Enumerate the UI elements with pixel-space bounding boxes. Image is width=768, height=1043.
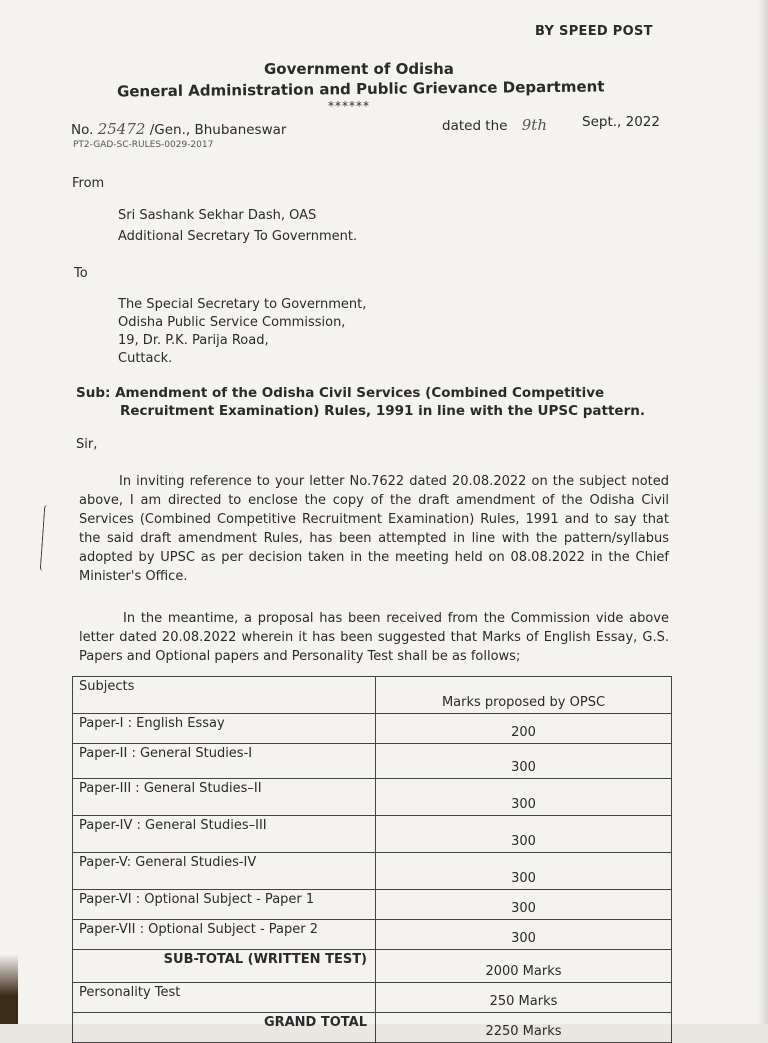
table-row [73, 816, 672, 853]
dated-label: dated the [442, 118, 508, 134]
to-label: To [74, 266, 88, 281]
table-row [73, 779, 672, 816]
grand-total-label: GRAND TOTAL [73, 1013, 376, 1043]
dated-line [442, 116, 547, 134]
post-mode: BY SPEED POST [535, 24, 653, 39]
grand-total-value: 2250 Marks [376, 1013, 672, 1043]
marks-table [72, 676, 672, 1043]
addressee-line: 19, Dr. P.K. Parija Road, [118, 333, 269, 348]
table-row [73, 744, 672, 779]
table-header-row [73, 677, 672, 714]
date-rest: Sept., 2022 [582, 114, 660, 130]
personality-row [73, 983, 672, 1013]
sender-title: Additional Secretary To Government. [118, 229, 358, 244]
subject-line [76, 384, 645, 420]
subtotal-row [73, 950, 672, 983]
subtotal-value: 2000 Marks [376, 950, 672, 983]
marks-cell: 300 [376, 890, 672, 920]
table-row [73, 853, 672, 890]
marks-cell: 200 [376, 714, 672, 744]
reference-number [71, 120, 286, 138]
department-heading: General Administration and Public Grievance Department [116, 77, 605, 101]
subtotal-label: SUB-TOTAL (WRITTEN TEST) [73, 950, 376, 983]
sender-name: Sri Sashank Sekhar Dash, OAS [118, 208, 317, 223]
subject-line-1: Sub: Amendment of the Odisha Civil Services (Combined Competitive [76, 385, 605, 401]
paragraph-1: In inviting reference to your letter No.7622 dated 20.08.2022 on the subject noted above, I am directed to enclose the copy of the draft amendment of the Odisha Civil Services (Combined Competitive Recruitment Examination) Rules, 1991 and to say that the said draft amendment Rules, has been attempted in line with the pattern/syllabus adopted by UPSC as per decision taken in the meeting held on 08.08.2022 in the Chief Minister's Office. [79, 474, 669, 584]
subject-cell: Paper-II : General Studies-I [73, 744, 376, 779]
subject-cell: Paper-V: General Studies-IV [73, 853, 376, 890]
marks-cell: 300 [376, 816, 672, 853]
addressee-line: The Special Secretary to Government, [118, 297, 367, 312]
marks-cell: 300 [376, 779, 672, 816]
heading-stars: ****** [328, 99, 370, 113]
margin-pen-mark [40, 505, 52, 571]
page-edge-shadow [758, 0, 768, 1024]
file-code: PT2-GAD-SC-RULES-0029-2017 [73, 140, 214, 150]
header-marks: Marks proposed by OPSC [376, 677, 672, 714]
marks-cell: 300 [376, 744, 672, 779]
table-row [73, 920, 672, 950]
addressee-line: Cuttack. [118, 351, 173, 366]
subject-cell: Paper-III : General Studies–II [73, 779, 376, 816]
paragraph-2: In the meantime, a proposal has been received from the Commission vide above letter dated 20.08.2022 wherein it has been suggested that Marks of English Essay, G.S. Papers and Optional papers and Personality Test shall be as follows; [79, 611, 669, 664]
subject-cell: Paper-I : English Essay [73, 714, 376, 744]
government-heading: Government of Odisha [264, 60, 454, 78]
subject-line-2: Recruitment Examination) Rules, 1991 in line with the UPSC pattern. [120, 403, 645, 419]
subject-cell: Paper-IV : General Studies–III [73, 816, 376, 853]
table-row [73, 890, 672, 920]
from-label: From [72, 176, 105, 191]
grand-total-row [73, 1013, 672, 1043]
ref-label: No. [71, 122, 94, 138]
personality-label: Personality Test [73, 983, 376, 1013]
date-day-handwritten: 9th [521, 116, 547, 134]
ref-number-handwritten: 25472 [97, 120, 146, 138]
addressee-block [118, 296, 366, 368]
salutation: Sir, [76, 437, 98, 452]
addressee-line: Odisha Public Service Commission, [118, 315, 346, 330]
subject-cell: Paper-VII : Optional Subject - Paper 2 [73, 920, 376, 950]
ref-suffix: /Gen., Bhubaneswar [149, 122, 287, 138]
subject-cell: Paper-VI : Optional Subject - Paper 1 [73, 890, 376, 920]
sender-block [118, 205, 357, 247]
table-row [73, 714, 672, 744]
personality-value: 250 Marks [376, 983, 672, 1013]
page-corner-shadow [0, 954, 18, 1024]
marks-cell: 300 [376, 853, 672, 890]
marks-cell: 300 [376, 920, 672, 950]
header-subjects: Subjects [73, 677, 376, 714]
